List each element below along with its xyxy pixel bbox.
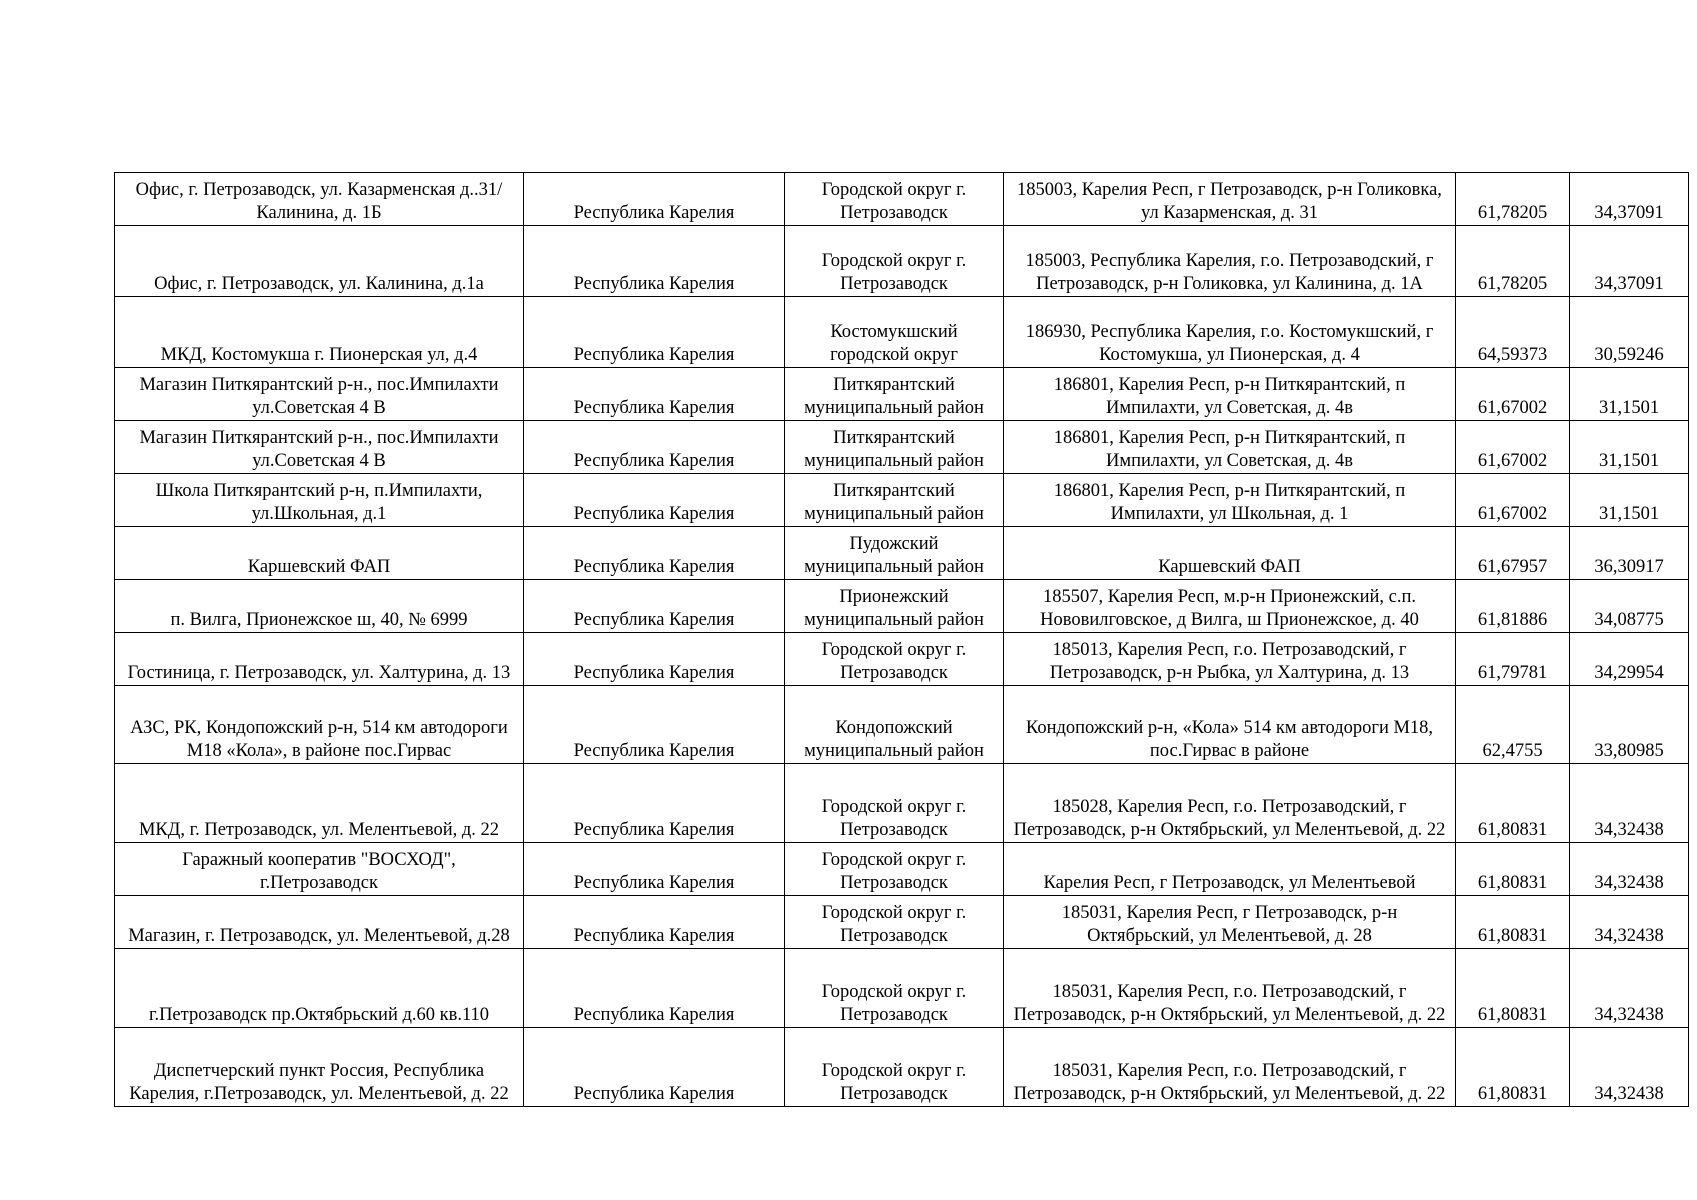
district-cell: Городской округ г. Петрозаводск [785,843,1004,896]
latitude-cell: 61,67002 [1456,368,1570,421]
object-name-cell: Школа Питкярантский р-н, п.Импилахти, ул.Школьная, д.1 [115,474,524,527]
district-cell: Прионежский муниципальный район [785,580,1004,633]
longitude-cell: 33,80985 [1570,686,1689,764]
table-row [115,633,1689,686]
object-name-cell: Гостиница, г. Петрозаводск, ул. Халтурина, д. 13 [115,633,524,686]
region-cell: Республика Карелия [524,633,785,686]
address-cell: 186801, Карелия Респ, р-н Питкярантский, п Импилахти, ул Советская, д. 4в [1004,368,1456,421]
address-cell: Карелия Респ, г Петрозаводск, ул Мелентьевой [1004,843,1456,896]
region-cell: Республика Карелия [524,686,785,764]
longitude-cell: 34,32438 [1570,764,1689,843]
table-body [115,173,1689,1107]
district-cell: Питкярантский муниципальный район [785,474,1004,527]
object-name-cell: АЗС, РК, Кондопожский р-н, 514 км автодороги М18 «Кола», в районе пос.Гирвас [115,686,524,764]
district-cell: Городской округ г. Петрозаводск [785,764,1004,843]
longitude-cell: 31,1501 [1570,474,1689,527]
latitude-cell: 61,80831 [1456,896,1570,949]
latitude-cell: 61,80831 [1456,843,1570,896]
district-cell: Городской округ г. Петрозаводск [785,896,1004,949]
longitude-cell: 34,32438 [1570,949,1689,1028]
region-cell: Республика Карелия [524,474,785,527]
address-cell: 185003, Карелия Респ, г Петрозаводск, р-н Голиковка, ул Казарменская, д. 31 [1004,173,1456,226]
latitude-cell: 64,59373 [1456,297,1570,368]
table-row [115,527,1689,580]
table-row [115,896,1689,949]
latitude-cell: 61,80831 [1456,949,1570,1028]
region-cell: Республика Карелия [524,764,785,843]
object-name-cell: МКД, г. Петрозаводск, ул. Мелентьевой, д. 22 [115,764,524,843]
address-cell: 185507, Карелия Респ, м.р-н Прионежский, с.п. Нововилговское, д Вилга, ш Прионежское, д. 40 [1004,580,1456,633]
object-name-cell: Магазин, г. Петрозаводск, ул. Мелентьевой, д.28 [115,896,524,949]
longitude-cell: 34,37091 [1570,226,1689,297]
object-name-cell: Магазин Питкярантский р-н., пос.Импилахти ул.Советская 4 В [115,421,524,474]
longitude-cell: 31,1501 [1570,368,1689,421]
address-cell: 185028, Карелия Респ, г.о. Петрозаводский, г Петрозаводск, р-н Октябрьский, ул Мелентьевой, д. 22 [1004,764,1456,843]
latitude-cell: 61,67002 [1456,421,1570,474]
address-cell: 185013, Карелия Респ, г.о. Петрозаводский, г Петрозаводск, р-н Рыбка, ул Халтурина, д. 13 [1004,633,1456,686]
table-row [115,368,1689,421]
district-cell: Городской округ г. Петрозаводск [785,633,1004,686]
district-cell: Городской округ г. Петрозаводск [785,226,1004,297]
district-cell: Городской округ г. Петрозаводск [785,949,1004,1028]
address-cell: 186801, Карелия Респ, р-н Питкярантский, п Импилахти, ул Советская, д. 4в [1004,421,1456,474]
district-cell: Костомукшский городской округ [785,297,1004,368]
address-cell: 185031, Карелия Респ, г Петрозаводск, р-н Октябрьский, ул Мелентьевой, д. 28 [1004,896,1456,949]
region-cell: Республика Карелия [524,896,785,949]
region-cell: Республика Карелия [524,173,785,226]
address-cell: 185031, Карелия Респ, г.о. Петрозаводский, г Петрозаводск, р-н Октябрьский, ул Мелентьевой, д. 22 [1004,949,1456,1028]
table-row [115,1028,1689,1107]
object-name-cell: г.Петрозаводск пр.Октябрьский д.60 кв.110 [115,949,524,1028]
longitude-cell: 34,29954 [1570,633,1689,686]
region-cell: Республика Карелия [524,527,785,580]
objects-table [114,172,1689,1107]
latitude-cell: 61,81886 [1456,580,1570,633]
region-cell: Республика Карелия [524,843,785,896]
latitude-cell: 61,67002 [1456,474,1570,527]
latitude-cell: 61,67957 [1456,527,1570,580]
latitude-cell: 61,80831 [1456,1028,1570,1107]
region-cell: Республика Карелия [524,580,785,633]
address-cell: 185031, Карелия Респ, г.о. Петрозаводский, г Петрозаводск, р-н Октябрьский, ул Мелентьевой, д. 22 [1004,1028,1456,1107]
address-cell: 186930, Республика Карелия, г.о. Костомукшский, г Костомукша, ул Пионерская, д. 4 [1004,297,1456,368]
longitude-cell: 34,08775 [1570,580,1689,633]
latitude-cell: 61,78205 [1456,226,1570,297]
latitude-cell: 61,78205 [1456,173,1570,226]
longitude-cell: 34,37091 [1570,173,1689,226]
region-cell: Республика Карелия [524,421,785,474]
region-cell: Республика Карелия [524,949,785,1028]
address-cell: Кондопожский р-н, «Кола» 514 км автодороги М18, пос.Гирвас в районе [1004,686,1456,764]
table-row [115,764,1689,843]
region-cell: Республика Карелия [524,226,785,297]
district-cell: Кондопожский муниципальный район [785,686,1004,764]
object-name-cell: п. Вилга, Прионежское ш, 40, № 6999 [115,580,524,633]
latitude-cell: 61,79781 [1456,633,1570,686]
longitude-cell: 36,30917 [1570,527,1689,580]
district-cell: Пудожский муниципальный район [785,527,1004,580]
longitude-cell: 31,1501 [1570,421,1689,474]
longitude-cell: 34,32438 [1570,896,1689,949]
region-cell: Республика Карелия [524,297,785,368]
latitude-cell: 62,4755 [1456,686,1570,764]
address-cell: Каршевский ФАП [1004,527,1456,580]
region-cell: Республика Карелия [524,1028,785,1107]
object-name-cell: Каршевский ФАП [115,527,524,580]
table-row [115,949,1689,1028]
address-cell: 185003, Республика Карелия, г.о. Петрозаводский, г Петрозаводск, р-н Голиковка, ул Калинина, д. 1А [1004,226,1456,297]
district-cell: Городской округ г. Петрозаводск [785,1028,1004,1107]
district-cell: Питкярантский муниципальный район [785,368,1004,421]
object-name-cell: МКД, Костомукша г. Пионерская ул, д.4 [115,297,524,368]
table-row [115,686,1689,764]
table-row [115,843,1689,896]
table-row [115,474,1689,527]
object-name-cell: Офис, г. Петрозаводск, ул. Казарменская д..31/Калинина, д. 1Б [115,173,524,226]
region-cell: Республика Карелия [524,368,785,421]
district-cell: Городской округ г. Петрозаводск [785,173,1004,226]
longitude-cell: 30,59246 [1570,297,1689,368]
object-name-cell: Диспетчерский пункт Россия, Республика Карелия, г.Петрозаводск, ул. Мелентьевой, д. 22 [115,1028,524,1107]
table-row [115,580,1689,633]
object-name-cell: Офис, г. Петрозаводск, ул. Калинина, д.1а [115,226,524,297]
table-row [115,297,1689,368]
address-cell: 186801, Карелия Респ, р-н Питкярантский, п Импилахти, ул Школьная, д. 1 [1004,474,1456,527]
table-row [115,173,1689,226]
district-cell: Питкярантский муниципальный район [785,421,1004,474]
longitude-cell: 34,32438 [1570,843,1689,896]
table-row [115,421,1689,474]
longitude-cell: 34,32438 [1570,1028,1689,1107]
object-name-cell: Магазин Питкярантский р-н., пос.Импилахти ул.Советская 4 В [115,368,524,421]
latitude-cell: 61,80831 [1456,764,1570,843]
object-name-cell: Гаражный кооператив "ВОСХОД", г.Петрозаводск [115,843,524,896]
table-row [115,226,1689,297]
